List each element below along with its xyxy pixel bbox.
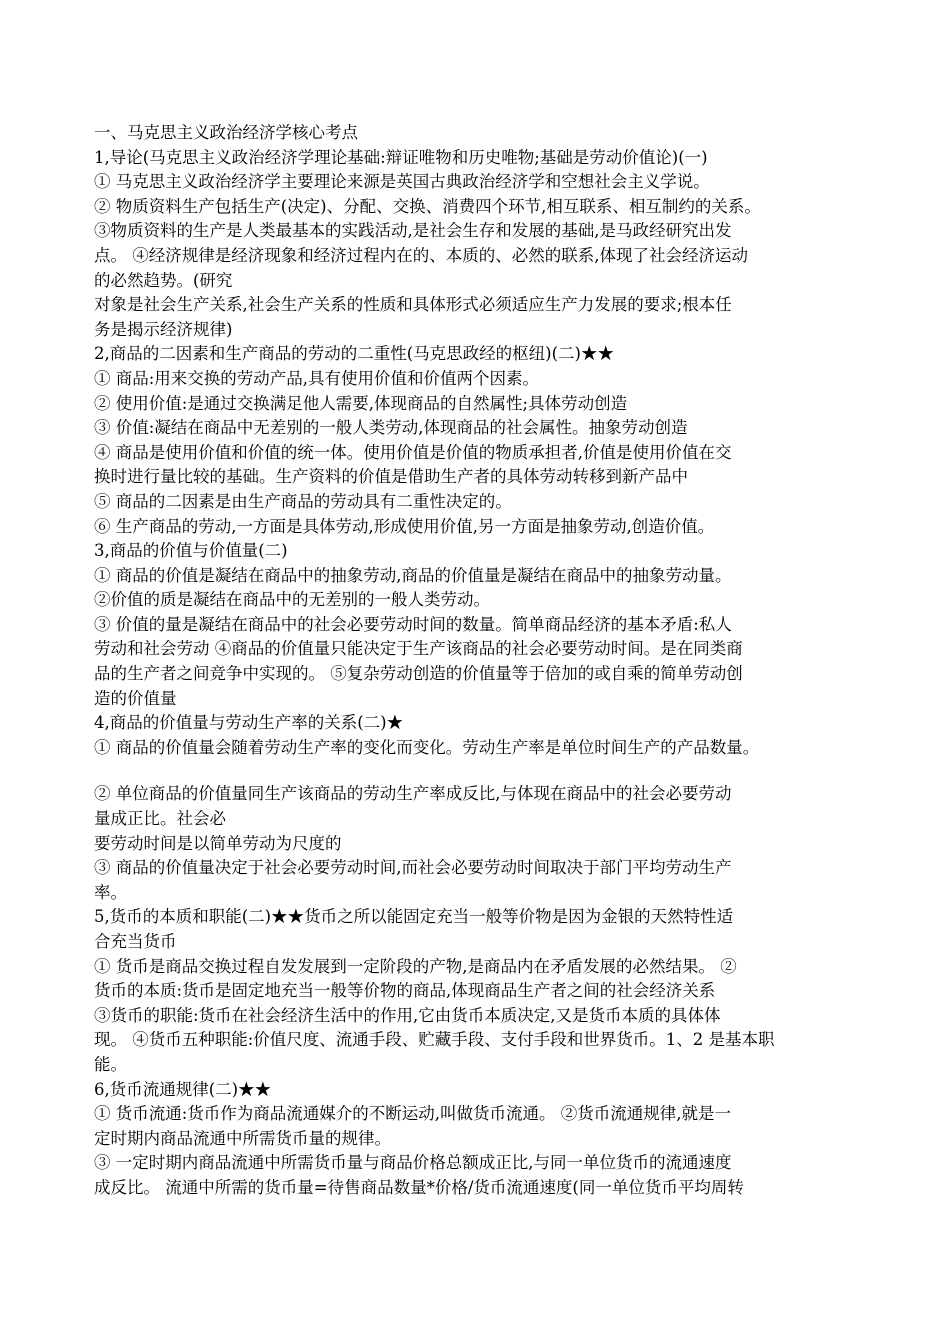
text-line: 货币的本质:货币是固定地充当一般等价物的商品,体现商品生产者之间的社会经济关系	[94, 981, 716, 1001]
blank-line	[94, 760, 864, 782]
text-line: ③ 一定时期内商品流通中所需货币量与商品价格总额成正比,与同一单位货币的流通速度	[94, 1153, 732, 1173]
text-line: ②价值的质是凝结在商品中的无差别的一般人类劳动。	[94, 590, 490, 610]
text-line: ① 货币流通:货币作为商品流通媒介的不断运动,叫做货币流通。 ②货币流通规律,就是一	[94, 1104, 732, 1124]
text-line: ③ 价值:凝结在商品中无差别的一般人类劳动,体现商品的社会属性。抽象劳动创造	[94, 418, 688, 438]
section-heading: 一、马克思主义政治经济学核心考点	[94, 123, 358, 142]
text-line: 点。 ④经济规律是经济现象和经济过程内在的、本质的、必然的联系,体现了社会经济运动	[94, 245, 748, 265]
text-line: ④ 商品是使用价值和价值的统一体。使用价值是价值的物质承担者,价值是使用价值在交	[94, 442, 732, 462]
text-line: 量成正比。社会必	[94, 809, 226, 829]
text-line: ③ 商品的价值量决定于社会必要劳动时间,而社会必要劳动时间取决于部门平均劳动生产	[94, 858, 732, 878]
text-line: 务是揭示经济规律)	[94, 319, 233, 339]
text-line: ① 商品的价值是凝结在商品中的抽象劳动,商品的价值量是凝结在商品中的抽象劳动量。	[94, 565, 732, 585]
text-line: ③ 价值的量是凝结在商品中的社会必要劳动时间的数量。简单商品经济的基本矛盾:私人	[94, 614, 732, 634]
topic-heading: 4,商品的价值量与劳动生产率的关系(二)★	[94, 713, 404, 733]
topic-heading: 6,货币流通规律(二)★★	[94, 1079, 272, 1099]
topic-heading: 5,货币的本质和职能(二)★★货币之所以能固定充当一般等价物是因为金银的天然特性适	[94, 907, 734, 927]
text-line: 的必然趋势。(研究	[94, 270, 233, 290]
text-line: 换时进行量比较的基础。生产资料的价值是借助生产者的具体劳动转移到新产品中	[94, 467, 688, 487]
text-line: 造的价值量	[94, 688, 177, 708]
text-line: 成反比。 流通中所需的货币量=待售商品数量*价格/货币流通速度(同一单位货币平均周转	[94, 1177, 744, 1197]
text-line: ① 商品的价值量会随着劳动生产率的变化而变化。劳动生产率是单位时间生产的产品数量。	[94, 737, 760, 757]
topic-heading: 2,商品的二因素和生产商品的劳动的二重性(马克思政经的枢纽)(二)★★	[94, 344, 614, 364]
text-line: ③货币的职能:货币在社会经济生活中的作用,它由货币本质决定,又是货币本质的具体体	[94, 1005, 721, 1025]
text-line: 现。 ④货币五种职能:价值尺度、流通手段、贮藏手段、支付手段和世界货币。1、2 是基本职	[94, 1030, 775, 1050]
topic-heading: 3,商品的价值与价值量(二)	[94, 541, 288, 561]
topic-heading: 1,导论(马克思主义政治经济学理论基础:辩证唯物和历史唯物;基础是劳动价值论)(一)	[94, 147, 708, 167]
text-line: ① 马克思主义政治经济学主要理论来源是英国古典政治经济学和空想社会主义学说。	[94, 172, 710, 192]
document-body	[94, 121, 864, 1201]
text-line: ① 货币是商品交换过程自发发展到一定阶段的产物,是商品内在矛盾发展的必然结果。 ②	[94, 956, 737, 976]
text-line: 定时期内商品流通中所需货币量的规律。	[94, 1128, 391, 1148]
text-line: ⑤ 商品的二因素是由生产商品的劳动具有二重性决定的。	[94, 491, 512, 511]
text-line: 合充当货币	[94, 932, 177, 951]
text-line: 劳动和社会劳动 ④商品的价值量只能决定于生产该商品的社会必要劳动时间。是在同类商	[94, 639, 743, 659]
text-line: 要劳动时间是以简单劳动为尺度的	[94, 833, 342, 853]
text-line: ② 单位商品的价值量同生产该商品的劳动生产率成反比,与体现在商品中的社会必要劳动	[94, 784, 732, 804]
text-line: ⑥ 生产商品的劳动,一方面是具体劳动,形成使用价值,另一方面是抽象劳动,创造价值。	[94, 516, 715, 536]
text-line: ② 使用价值:是通过交换满足他人需要,体现商品的自然属性;具体劳动创造	[94, 393, 628, 413]
text-line: ③物质资料的生产是人类最基本的实践活动,是社会生存和发展的基础,是马政经研究出发	[94, 221, 732, 241]
text-line: 能。	[94, 1054, 127, 1074]
text-line: 对象是社会生产关系,社会生产关系的性质和具体形式必须适应生产力发展的要求;根本任	[94, 295, 732, 315]
text-line: 品的生产者之间竞争中实现的。 ⑤复杂劳动创造的价值量等于倍加的或自乘的简单劳动创	[94, 664, 743, 684]
text-line: 率。	[94, 882, 127, 902]
text-line: ② 物质资料生产包括生产(决定)、分配、交换、消费四个环节,相互联系、相互制约的关系。	[94, 196, 761, 216]
text-line: ① 商品:用来交换的劳动产品,具有使用价值和价值两个因素。	[94, 368, 540, 388]
